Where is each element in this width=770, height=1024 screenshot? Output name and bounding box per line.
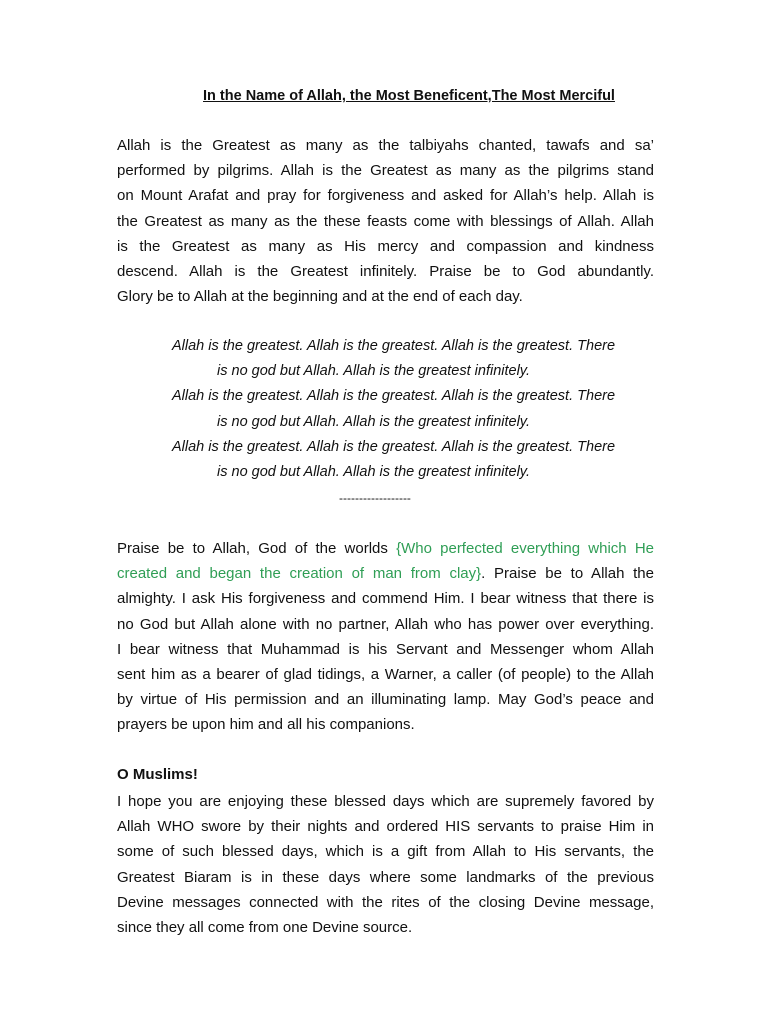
paragraph-line: the Greatest as many as the these feasts come with blessings of Allah. Allah	[117, 212, 654, 230]
paragraph-text: Praise be to Allah, God of the worlds	[117, 540, 397, 557]
paragraph-line	[117, 561, 654, 586]
takbir-block	[172, 334, 652, 485]
opening-paragraph	[117, 133, 654, 309]
takbir-line: Allah is the greatest. Allah is the greatest. Allah is the greatest. There	[172, 388, 616, 405]
paragraph-line	[117, 536, 654, 561]
paragraph-line: Glory be to Allah at the beginning and at the end of each day.	[117, 288, 523, 306]
paragraph-line: Greatest Biaram is in these days where some landmarks of the previous	[117, 868, 654, 886]
takbir-line: is no god but Allah. Allah is the greatest infinitely.	[217, 463, 531, 480]
page-title: In the Name of Allah, the Most Beneficent,The Most Merciful	[203, 88, 615, 104]
muslims-paragraph	[117, 789, 654, 940]
section-divider: ------------------	[339, 491, 411, 505]
takbir-line: is no god but Allah. Allah is the greatest infinitely.	[217, 413, 531, 430]
paragraph-line: Allah is the Greatest as many as the talbiyahs chanted, tawafs and sa’	[117, 137, 654, 154]
paragraph-line: since they all come from one Devine source.	[117, 918, 413, 936]
section-heading: O Muslims!	[117, 766, 198, 783]
paragraph-line: Allah WHO swore by their nights and ordered HIS servants to praise Him in	[117, 818, 654, 836]
paragraph-line: I bear witness that Muhammad is his Servant and Messenger whom Allah	[117, 640, 654, 658]
paragraph-line: prayers be upon him and all his companions.	[117, 716, 415, 734]
takbir-line: Allah is the greatest. Allah is the greatest. Allah is the greatest. There	[172, 338, 616, 354]
paragraph-line: descend. Allah is the Greatest infinitely. Praise be to God abundantly.	[117, 262, 654, 280]
praise-paragraph	[117, 536, 654, 738]
paragraph-line: Devine messages connected with the rites of the closing Devine message,	[117, 893, 654, 911]
paragraph-line: almighty. I ask His forgiveness and commend Him. I bear witness that there is	[117, 590, 654, 608]
paragraph-line: no God but Allah alone with no partner, Allah who has power over everything.	[117, 615, 654, 633]
paragraph-line: is the Greatest as many as His mercy and compassion and kindness	[117, 237, 654, 255]
paragraph-line: on Mount Arafat and pray for forgiveness and asked for Allah’s help. Allah is	[117, 187, 654, 205]
paragraph-line: by virtue of His permission and an illuminating lamp. May God’s peace and	[117, 691, 654, 709]
takbir-line: Allah is the greatest. Allah is the greatest. Allah is the greatest. There	[172, 438, 616, 455]
paragraph-text: . Praise be to Allah the	[481, 565, 654, 583]
quran-quote: {Who perfected everything which He	[396, 540, 655, 557]
paragraph-line: I hope you are enjoying these blessed days which are supremely favored by	[117, 793, 654, 810]
paragraph-line: sent him as a bearer of glad tidings, a Warner, a caller (of people) to the Allah	[117, 665, 654, 683]
paragraph-line: performed by pilgrims. Allah is the Greatest as many as the pilgrims stand	[117, 162, 654, 180]
takbir-line: is no god but Allah. Allah is the greatest infinitely.	[217, 363, 531, 380]
paragraph-line: some of such blessed days, which is a gift from Allah to His servants, the	[117, 843, 654, 861]
quran-quote: created and began the creation of man from clay}	[117, 565, 482, 583]
